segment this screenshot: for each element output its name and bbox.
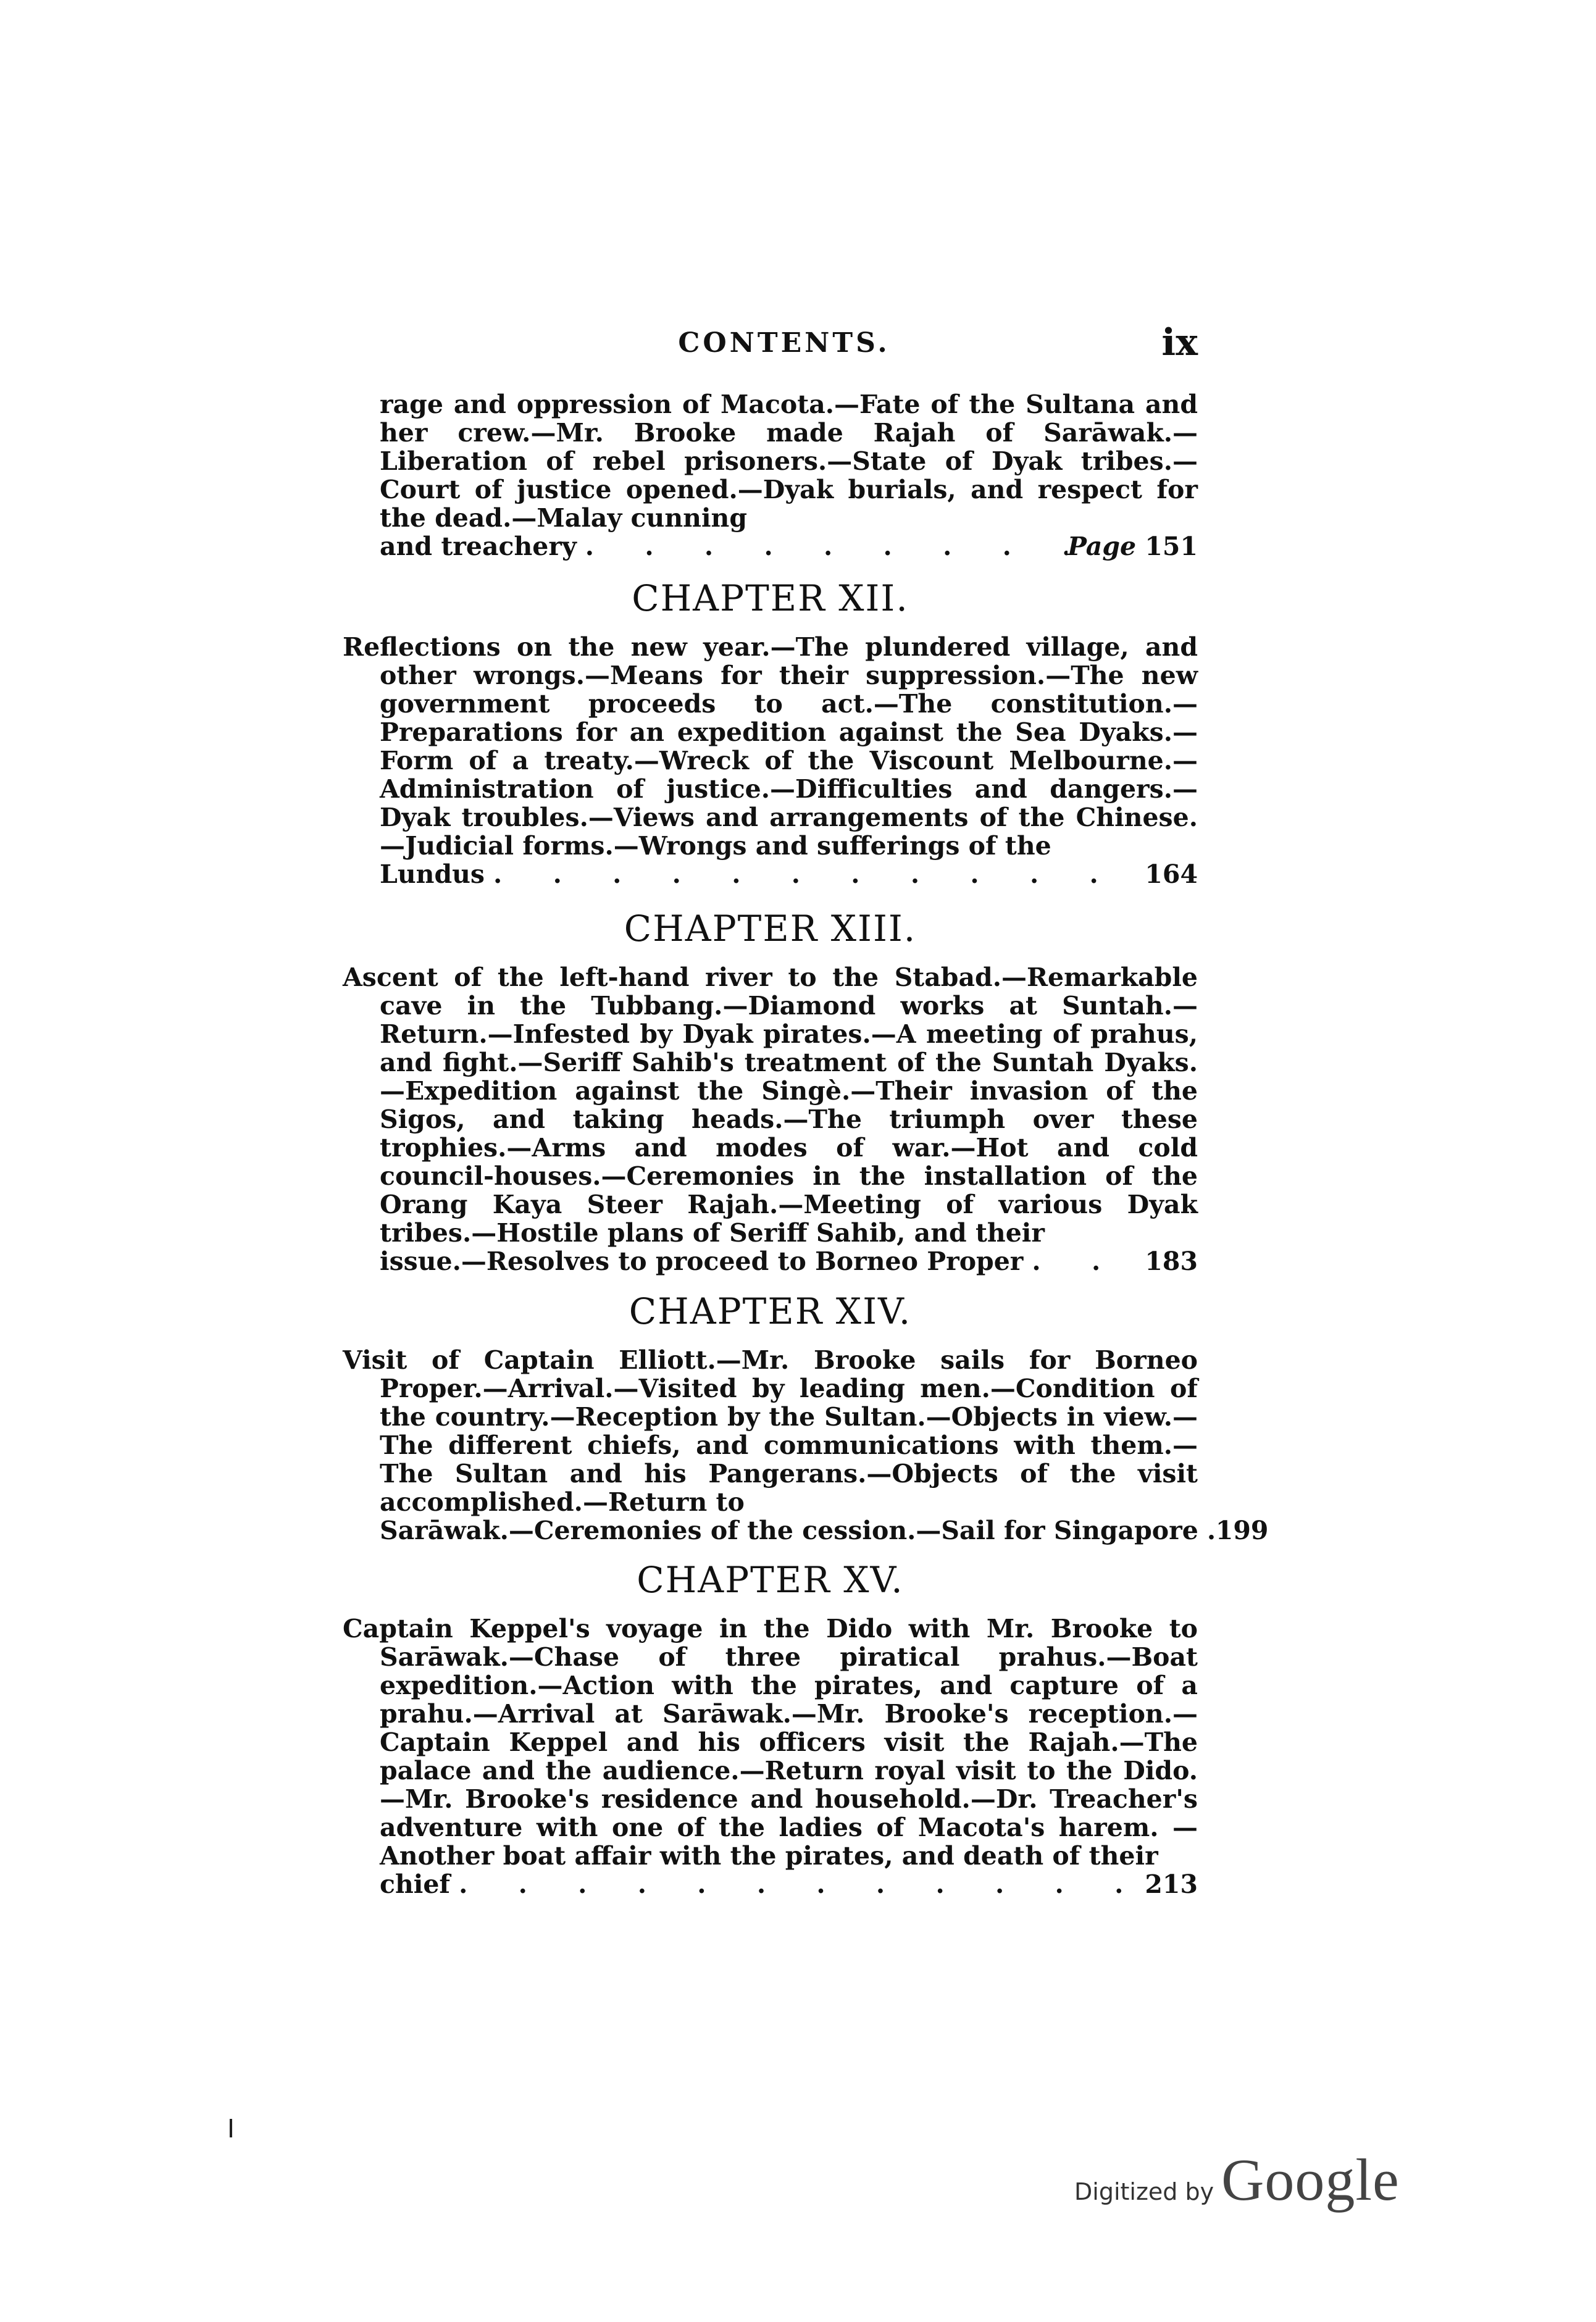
chapter-heading: CHAPTER XII. <box>632 577 909 619</box>
entry-last-line <box>343 1516 1269 1545</box>
running-head <box>370 321 1198 370</box>
dot-leaders <box>450 1870 1145 1898</box>
page-reference-number: 164 <box>1145 859 1198 889</box>
chapter-heading: CHAPTER XIV. <box>629 1290 912 1332</box>
entry-last-line <box>343 1247 1198 1276</box>
chapter-heading: CHAPTER XV. <box>637 1559 904 1601</box>
entry-text: rage and oppression of Macota.—Fate of the Sultana and her crew.—Mr. Brooke made Rajah of Sarāwak.—Liberation of rebel prisoners.—State of Dyak tribes.—Court of justice opened.—Dyak burials, and respect for the dead.—Malay cunning <box>380 390 1198 533</box>
continued-entry <box>343 390 1198 561</box>
dot-leaders <box>1023 1247 1145 1276</box>
digitized-watermark <box>1074 2145 1400 2213</box>
entry-last-line <box>343 532 1198 561</box>
entry-last-text: Lundus <box>380 859 485 889</box>
chapter-summary <box>343 1614 1198 1898</box>
page-reference-number: 151 <box>1145 532 1198 561</box>
google-logo: Google <box>1221 2147 1400 2213</box>
entry-last-text: and treachery <box>380 532 577 561</box>
chapter-heading: CHAPTER XIII. <box>624 908 917 950</box>
entry-last-line <box>343 860 1198 888</box>
entry-text: Ascent of the left-hand river to the Stabad.—Remarkable cave in the Tubbang.—Diamond works at Suntah.—Return.—Infested by Dyak pirates.—A meeting of prahus, and fight.—Seriff Sahib's treatment of the Suntah Dyaks.—Expedition against the Singè.—Their invasion of the Sigos, and taking heads.—The triumph over these trophies.—Arms and modes of war.—Hot and cold council-houses.—Ceremonies in the installation of the Orang Kaya Steer Rajah.—Meeting of various Dyak tribes.—Hostile plans of Seriff Sahib, and their <box>343 963 1198 1248</box>
chapter-summary <box>343 1345 1269 1545</box>
entry-last-text: issue.—Resolves to proceed to Borneo Proper <box>380 1247 1024 1276</box>
entry-last-text: Sarāwak.—Ceremonies of the cession.—Sail for Singapore <box>380 1516 1198 1545</box>
entry-text: Reflections on the new year.—The plundered village, and other wrongs.—Means for their suppression.—The new government proceeds to act.—The constitution.—Preparations for an expedition against the Sea Dyaks.—Form of a treaty.—Wreck of the Viscount Melbourne.—Administration of justice.—Difficulties and dangers.—Dyak troubles.—Views and arrangements of the Chinese.—Judicial forms.—Wrongs and sufferings of the <box>343 632 1198 861</box>
chapter-summary <box>343 963 1198 1276</box>
entry-last-line <box>343 1870 1198 1898</box>
dot-leaders <box>1198 1516 1216 1545</box>
scan-mark <box>230 2119 232 2137</box>
page-prefix: Page <box>1067 532 1137 561</box>
entry-text: Visit of Captain Elliott.—Mr. Brooke sails for Borneo Proper.—Arrival.—Visited by leading men.—Condition of the country.—Reception by the Sultan.—Objects in view.—The different chiefs, and communications with them.—The Sultan and his Pangerans.—Objects of the visit accomplished.—Return to <box>343 1345 1198 1517</box>
digitized-by-text: Digitized by <box>1074 2178 1214 2205</box>
page-number: ix <box>1161 321 1198 364</box>
dot-leaders <box>485 860 1145 888</box>
page-reference-number: 213 <box>1145 1869 1198 1899</box>
running-title: CONTENTS. <box>678 327 890 359</box>
chapter-summary <box>343 633 1198 888</box>
page-reference <box>1067 532 1198 561</box>
dot-leaders <box>577 532 1067 561</box>
entry-last-text: chief <box>380 1869 451 1899</box>
entry-text: Captain Keppel's voyage in the Dido with Mr. Brooke to Sarāwak.—Chase of three piratical prahus.—Boat expedition.—Action with the pirates, and capture of a prahu.—Arrival at Sarāwak.—Mr. Brooke's reception.—Captain Keppel and his officers visit the Rajah.—The palace and the audience.—Return royal visit to the Dido.—Mr. Brooke's residence and household.—Dr. Treacher's adventure with one of the ladies of Macota's harem. —Another boat affair with the pirates, and death of their <box>343 1614 1198 1871</box>
page-reference-number: 183 <box>1145 1247 1198 1276</box>
page-reference-number: 199 <box>1215 1516 1269 1545</box>
